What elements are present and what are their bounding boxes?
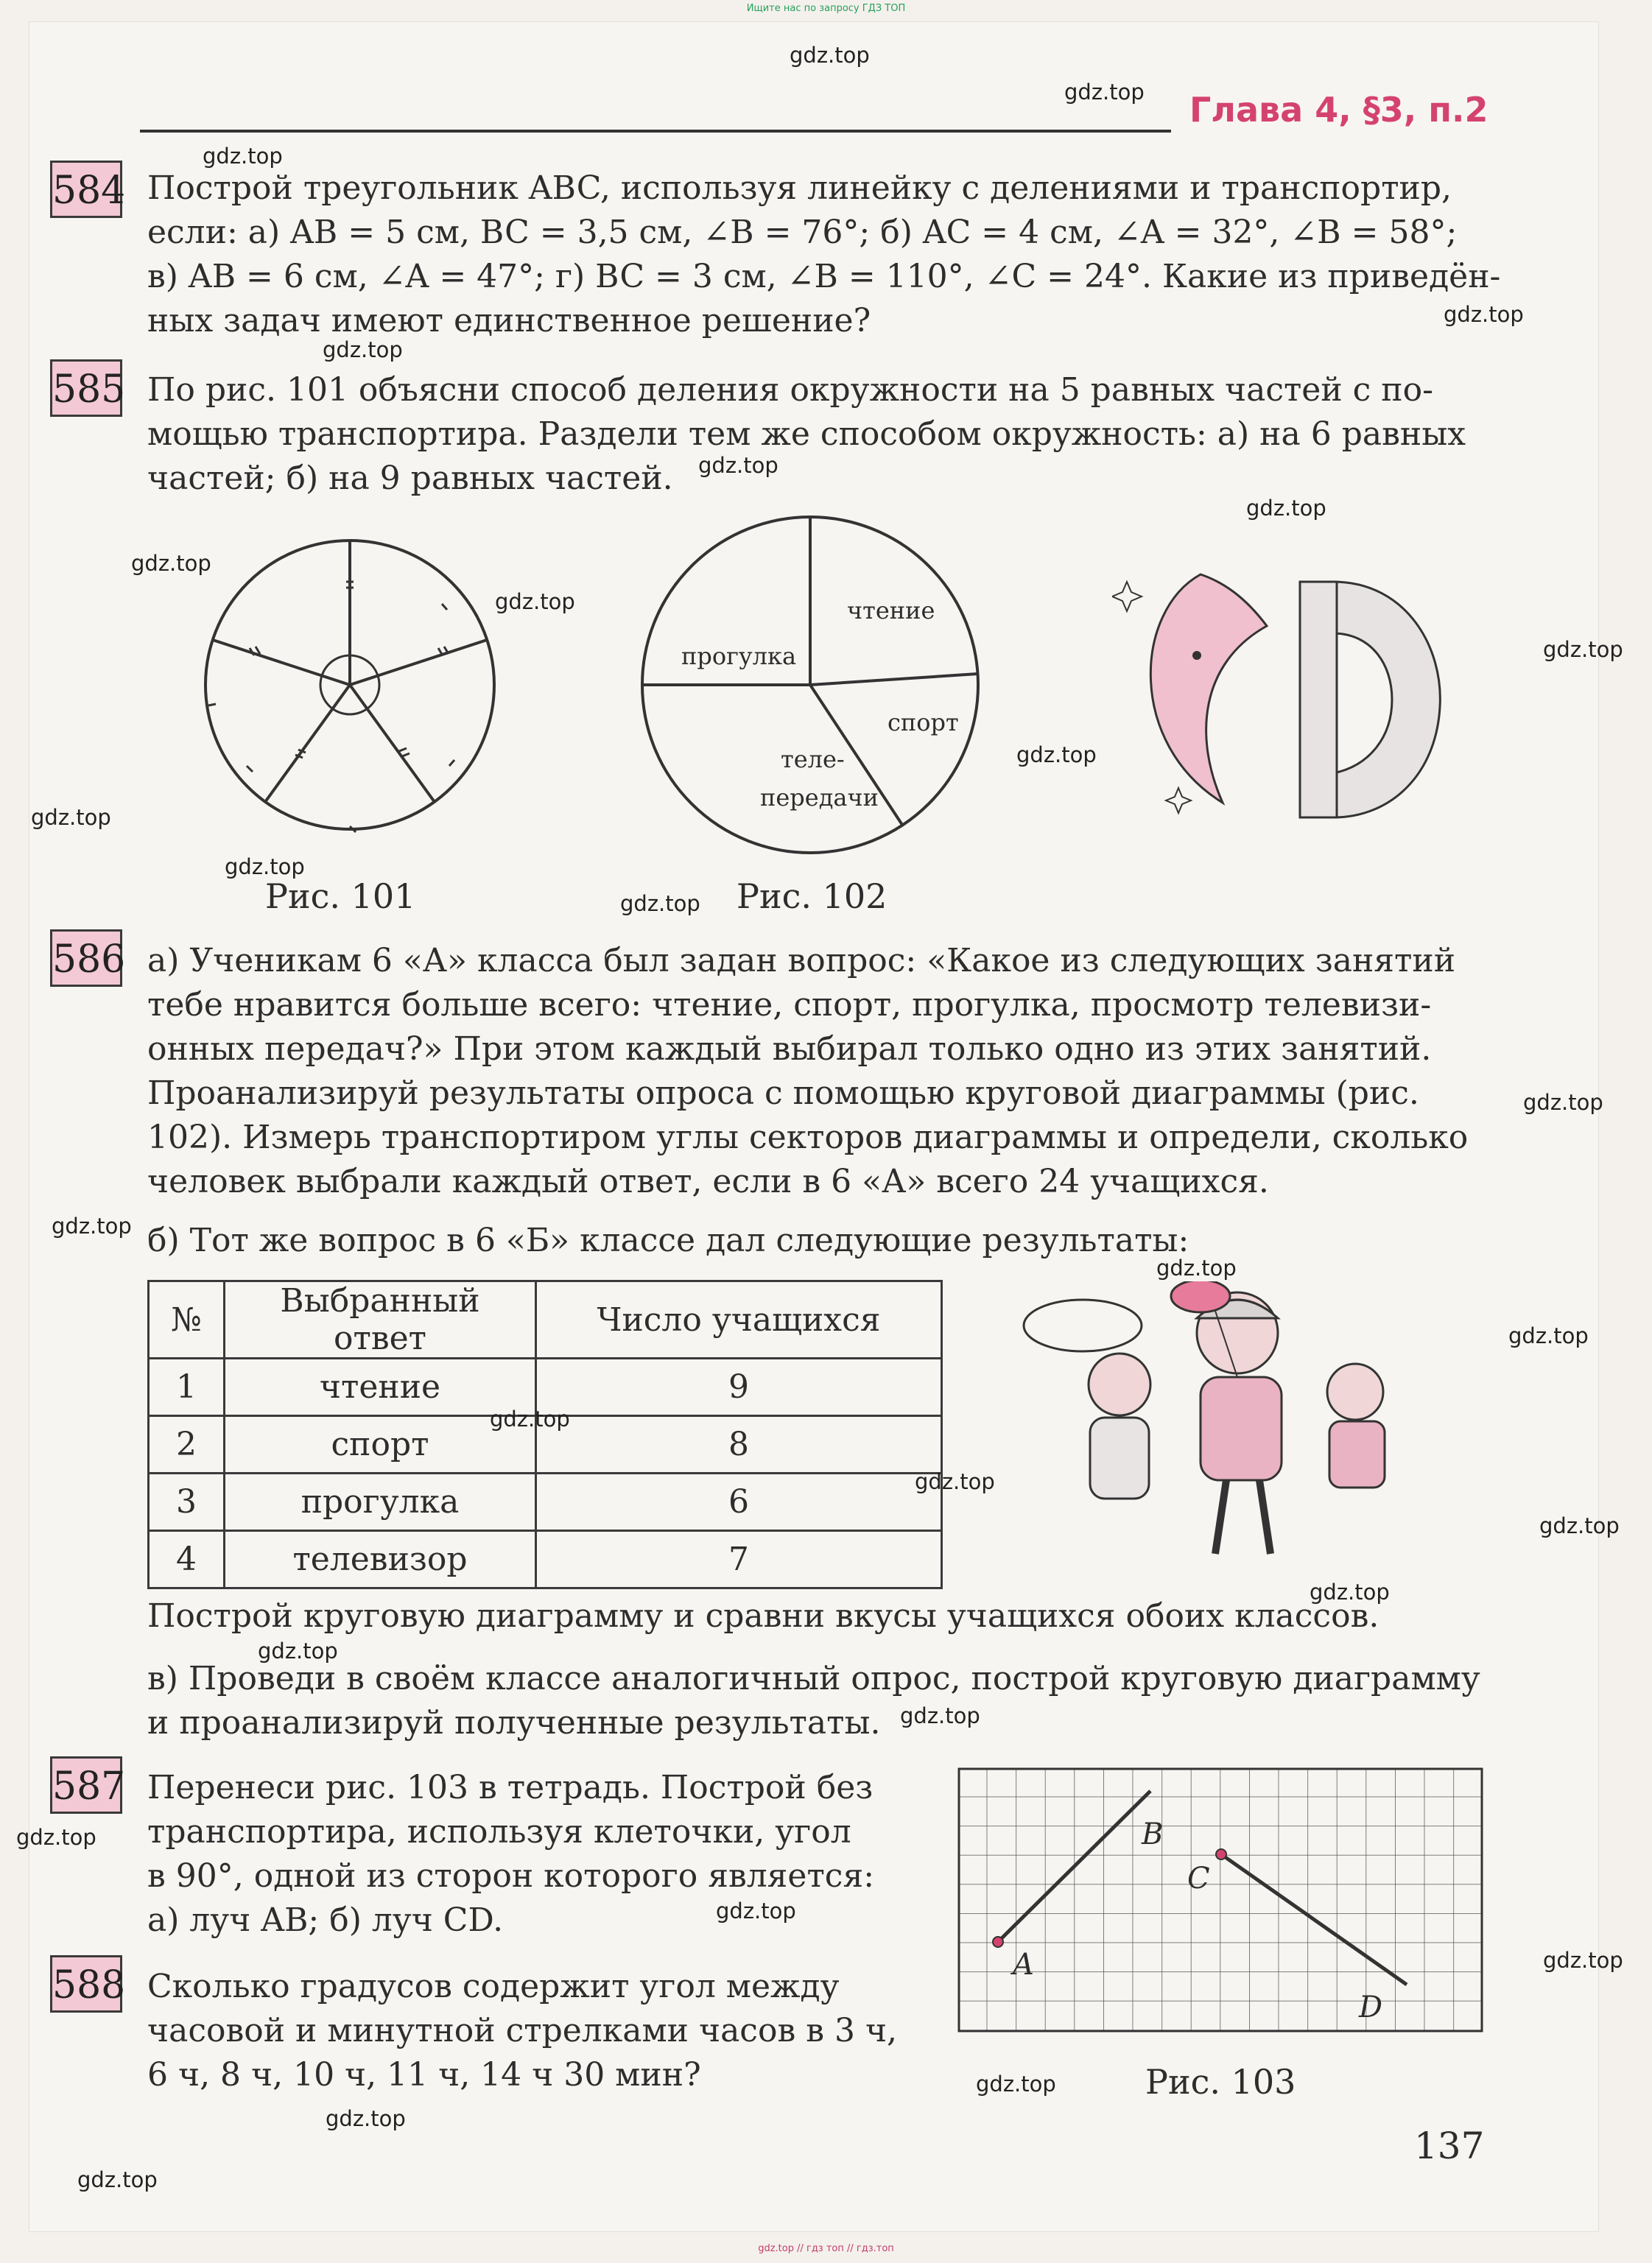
watermark: gdz.top	[225, 854, 305, 879]
table-cell: 2	[149, 1416, 225, 1474]
problem-584-line-1: Построй треугольник ABC, используя линейку с делениями и транспортир,	[147, 169, 1452, 207]
problem-586-line-6: человек выбрали каждый ответ, если в 6 «А» всего 24 учащихся.	[147, 1163, 1269, 1200]
table-cell: 6	[536, 1474, 942, 1531]
table-header: Выбранный ответ	[225, 1281, 536, 1359]
pie-label-sport: спорт	[887, 708, 959, 736]
watermark: gdz.top	[31, 805, 111, 830]
watermark: gdz.top	[1539, 1513, 1620, 1538]
watermark: gdz.top	[1310, 1580, 1390, 1605]
table-cell: 8	[536, 1416, 942, 1474]
figure-103-caption: Рис. 103	[1145, 2062, 1296, 2102]
watermark: gdz.top	[900, 1703, 980, 1728]
problem-number-588: 588	[50, 1955, 122, 2013]
problem-587-line-1: Перенеси рис. 103 в тетрадь. Построй без	[147, 1769, 874, 1806]
problem-586-part-b: б) Тот же вопрос в 6 «Б» классе дал следующие результаты:	[147, 1222, 1189, 1259]
problem-number-584: 584	[50, 161, 122, 218]
watermark: gdz.top	[1156, 1256, 1237, 1281]
problem-586-line-2: тебе нравится больше всего: чтение, спорт, прогулка, просмотр телевизи-	[147, 986, 1432, 1024]
problem-587-line-2: транспортира, используя клеточки, угол	[147, 1813, 851, 1851]
watermark: gdz.top	[698, 453, 778, 478]
problem-586-line-3: онных передач?» При этом каждый выбирал только одно из этих занятий.	[147, 1030, 1432, 1068]
chapter-title: Глава 4, §3, п.2	[1189, 90, 1488, 130]
problem-586-line-5: 102). Измерь транспортиром углы секторов диаграммы и определи, сколько	[147, 1119, 1469, 1156]
children-illustration	[1016, 1281, 1436, 1576]
table-header: №	[149, 1281, 225, 1359]
bottom-note: gdz.top // гдз топ // гдз.топ	[758, 2243, 894, 2254]
watermark: gdz.top	[490, 1407, 570, 1432]
watermark: gdz.top	[323, 337, 403, 362]
problem-584-line-2: если: а) AB = 5 см, BC = 3,5 см, ∠B = 76°; б) AC = 4 см, ∠A = 32°, ∠B = 58°;	[147, 214, 1458, 251]
watermark: gdz.top	[1508, 1323, 1589, 1348]
table-header-row	[149, 1281, 942, 1359]
table-cell: прогулка	[225, 1474, 536, 1531]
moon-illustration	[1112, 552, 1451, 847]
problem-584-line-3: в) AB = 6 см, ∠A = 47°; г) BC = 3 см, ∠B = 110°, ∠C = 24°. Какие из приведён-	[147, 258, 1501, 295]
watermark: gdz.top	[620, 891, 700, 916]
problem-586-text	[147, 939, 1468, 1204]
watermark: gdz.top	[976, 2072, 1056, 2097]
watermark: gdz.top	[1246, 496, 1326, 521]
watermark: gdz.top	[915, 1469, 995, 1494]
figure-103-grid	[957, 1767, 1484, 2047]
figure-101-circle	[188, 538, 512, 862]
problem-587-line-3: в 90°, одной из сторон которого является:	[147, 1857, 875, 1895]
problem-number-586: 586	[50, 929, 122, 987]
pie-label-walk: прогулка	[681, 642, 797, 670]
problem-588-line-1: Сколько градусов содержит угол между	[147, 1968, 840, 2005]
problem-588-text	[147, 1965, 897, 2097]
table-header: Число учащихся	[536, 1281, 942, 1359]
watermark: gdz.top	[1064, 80, 1145, 105]
problem-584-text	[147, 166, 1500, 343]
point-label-d: D	[1359, 1991, 1383, 2024]
table-cell: телевизор	[225, 1531, 536, 1588]
problem-584-line-4: ных задач имеют единственное решение?	[147, 302, 871, 339]
top-note: Ищите нас по запросу ГДЗ ТОП	[746, 3, 906, 14]
problem-585-line-1: По рис. 101 объясни способ деления окружности на 5 равных частей с по-	[147, 371, 1433, 409]
watermark: gdz.top	[131, 551, 211, 576]
watermark: gdz.top	[16, 1825, 96, 1850]
watermark: gdz.top	[326, 2106, 406, 2131]
problem-586-part-c	[147, 1657, 1480, 1745]
problem-586-part-c-line-2: и проанализируй полученные результаты.	[147, 1704, 881, 1742]
watermark: gdz.top	[495, 589, 575, 614]
watermark: gdz.top	[716, 1898, 796, 1924]
point-label-a: A	[1013, 1948, 1034, 1982]
watermark: gdz.top	[1523, 1090, 1603, 1115]
point-label-c: C	[1187, 1862, 1210, 1896]
problem-586-part-c-line-1: в) Проведи в своём классе аналогичный опрос, построй круговую диаграмму	[147, 1660, 1480, 1697]
problem-number-587: 587	[50, 1756, 122, 1814]
problem-585-text	[147, 368, 1466, 501]
problem-586-line-4: Проанализируй результаты опроса с помощью круговой диаграммы (рис.	[147, 1074, 1419, 1112]
problem-588-line-3: 6 ч, 8 ч, 10 ч, 11 ч, 14 ч 30 мин?	[147, 2056, 701, 2094]
page-number: 137	[1414, 2125, 1485, 2167]
table-row	[149, 1531, 942, 1588]
problem-585-line-2: мощью транспортира. Раздели тем же способом окружность: а) на 6 равных	[147, 415, 1466, 453]
table-cell: 9	[536, 1359, 942, 1416]
table-cell: 1	[149, 1359, 225, 1416]
problem-586-line-1: а) Ученикам 6 «А» класса был задан вопрос: «Какое из следующих занятий	[147, 942, 1456, 979]
table-cell: 4	[149, 1531, 225, 1588]
results-table	[147, 1280, 943, 1589]
table-cell: 7	[536, 1531, 942, 1588]
point-label-b: B	[1142, 1817, 1164, 1851]
watermark: gdz.top	[258, 1639, 338, 1664]
figure-101-caption: Рис. 101	[265, 876, 416, 916]
pie-label-tv-1: теле-	[781, 745, 845, 773]
watermark: gdz.top	[203, 144, 283, 169]
header-rule	[140, 130, 1171, 133]
table-cell: спорт	[225, 1416, 536, 1474]
table-cell: 3	[149, 1474, 225, 1531]
problem-number-585: 585	[50, 359, 122, 417]
watermark: gdz.top	[1016, 742, 1097, 767]
problem-587-line-4: а) луч AB; б) луч CD.	[147, 1901, 504, 1939]
problem-588-line-2: часовой и минутной стрелками часов в 3 ч,	[147, 2012, 898, 2049]
table-row	[149, 1474, 942, 1531]
figure-102-caption: Рис. 102	[737, 876, 887, 916]
pie-label-reading: чтение	[847, 596, 935, 624]
pie-label-tv-2: передачи	[760, 784, 879, 812]
watermark: gdz.top	[77, 2167, 158, 2192]
watermark: gdz.top	[790, 43, 870, 68]
watermark: gdz.top	[1543, 1948, 1623, 1973]
problem-586-after-table: Построй круговую диаграмму и сравни вкусы учащихся обоих классов.	[147, 1597, 1379, 1635]
table-cell: чтение	[225, 1359, 536, 1416]
watermark: gdz.top	[1444, 302, 1524, 327]
watermark: gdz.top	[52, 1214, 132, 1239]
watermark: gdz.top	[1543, 637, 1623, 662]
problem-585-line-3: частей; б) на 9 равных частей.	[147, 460, 673, 497]
